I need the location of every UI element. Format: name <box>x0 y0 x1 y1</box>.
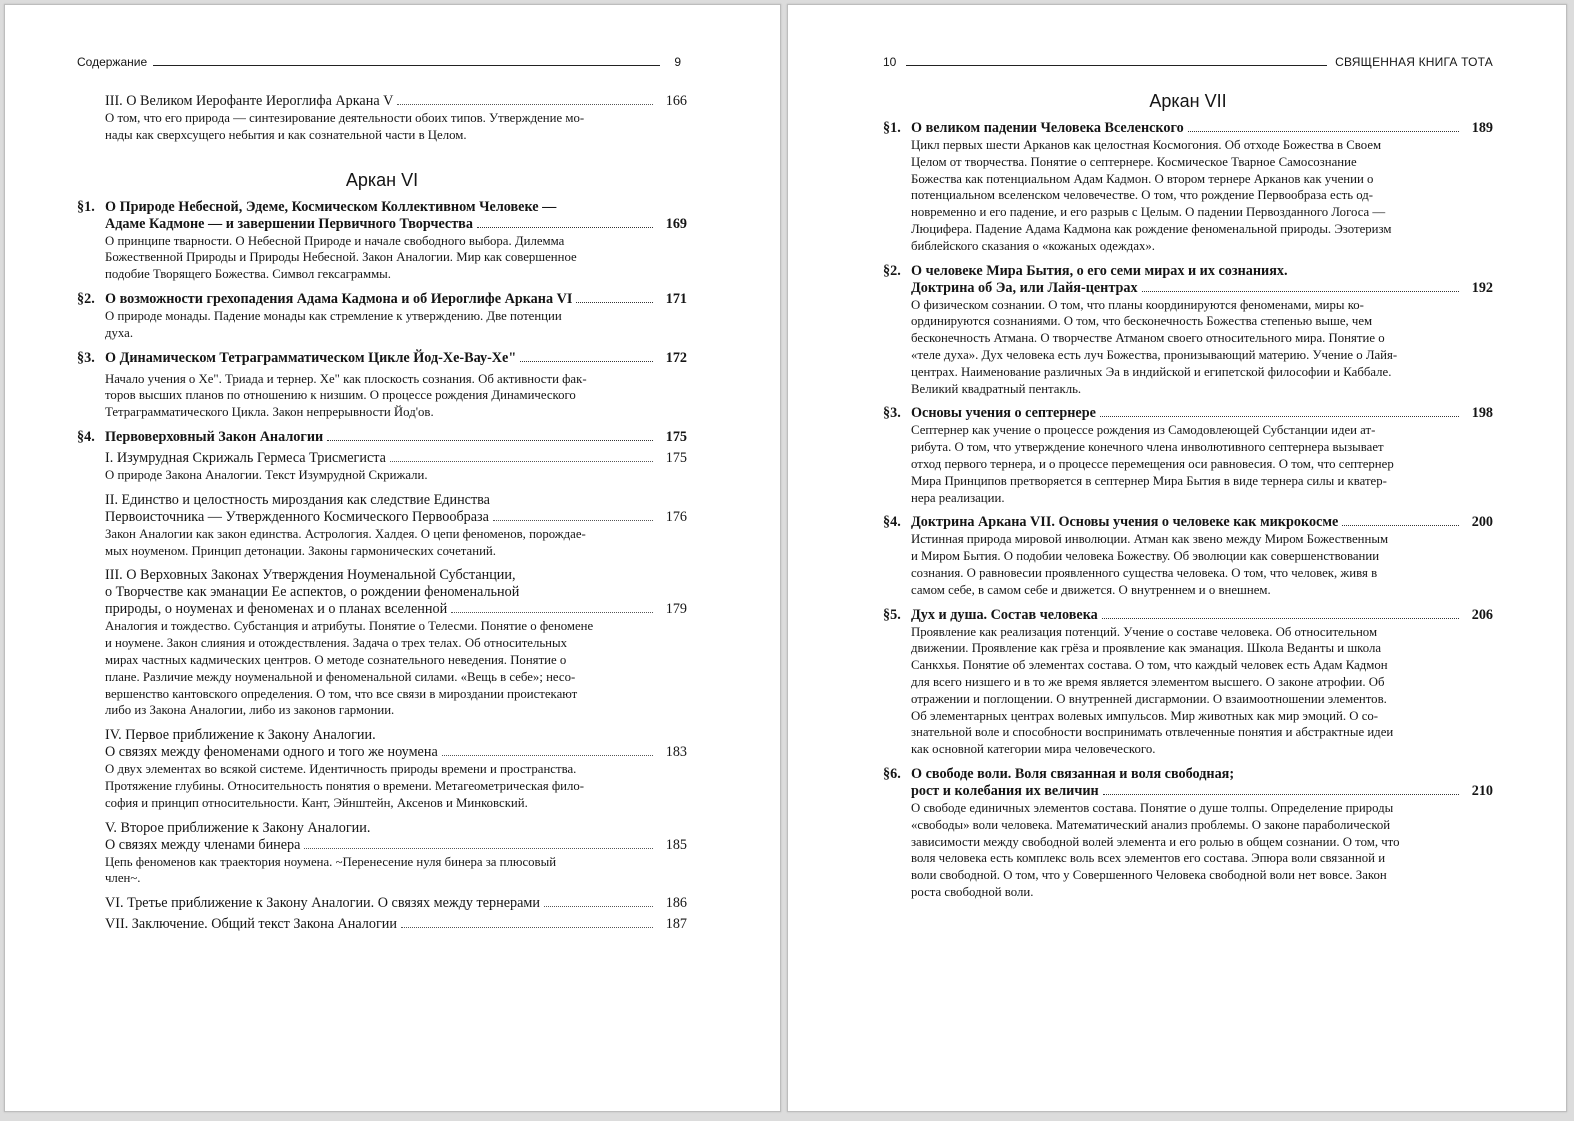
section-title-line: О человеке Мира Бытия, о его семи мирах и их сознаниях. <box>911 262 1288 279</box>
running-head-right <box>883 53 1493 69</box>
dot-leader <box>544 906 653 907</box>
section-number: §1. <box>77 198 95 215</box>
subsection-title-line: VII. Заключение. Общий текст Закона Аналогии <box>105 916 397 933</box>
toc-entry-description: О том, что его природа — синтезирование деятельности обоих типов. Утверждение мо- нады как сверхсущего небытия и как сознательной части в Целом. <box>105 111 585 142</box>
arcana-title: Аркан VI <box>345 169 419 190</box>
section-number: §5. <box>883 606 901 623</box>
section-title-line: Дух и душа. Состав человека <box>911 606 1098 623</box>
section-description: О физическом сознании. О том, что планы координируются феноменами, миры ко- ординируются сознаниями. О том, что бесконечность Божества степенью выше, чем бесконечность Атмана. О творчестве Атманом своего относительного мира. Понятие о «теле духа». Дух человека есть луч Божества, пронизывающий материю. Учение о Лайя- центрах. Наименование различных Эа в индийской и египетской философии и Каббале. Великий квадратный пентакль. <box>911 297 1398 396</box>
dot-leader <box>576 302 653 303</box>
toc-page-number: 186 <box>665 895 687 912</box>
toc-page-number: 175 <box>665 449 687 466</box>
dot-leader <box>442 755 653 756</box>
subsection-title-line: I. Изумрудная Скрижаль Гермеса Трисмегиста <box>105 449 386 466</box>
section-number: §4. <box>77 428 95 445</box>
section-number: §6. <box>883 765 901 782</box>
section-description: О природе монады. Падение монады как стремление к утверждению. Две потенции духа. <box>105 308 562 340</box>
section-number: §1. <box>883 120 901 136</box>
section-title-line: Доктрина Аркана VII. Основы учения о человеке как микрокосме <box>911 514 1339 531</box>
toc-subsection-4[interactable] <box>105 727 687 811</box>
dot-leader <box>1102 618 1459 619</box>
toc-page-number: 183 <box>665 744 687 761</box>
dot-leader <box>1188 131 1459 132</box>
section-description: Проявление как реализация потенций. Учение о составе человека. Об относительном движении. Проявление как грёза и проявление как эманация. Школа Веданты и школа Санкхья. Понятие об элементах состава. О том, что каждый человек есть Адам Кадмон для всего низшего и в то же время является элементом высшего. О законе атрофии. Об отражении и поглощении. О внутренней дисгармонии. О взаимоотношении элементов. Об элементарных центрах волевых импульсов. Мир животных как мир эмоций. О со- знательной воле и способности воспринимать отвлеченные понятия и абстрактные идеи как основной категории мира человеческого. <box>911 624 1394 757</box>
section-description: Цикл первых шести Арканов как целостная Космогония. Об отходе Божества в Своем Целом от творчества. Понятие о септернере. Космическое Тварное Самосознание Божества как потенциальном Адам Кадмон. О втором тернере Арканов как учении о потенциальном вселенском человечестве. О том, что рождение Первообраза есть од- новременно и его падение, и его разрыв с Целым. О падении Первозданного Логоса — Люцифера. Падение Адама Кадмона как рождение феноменальной природы. Эзотеризм библейского сказания о «кожаных одеждах». <box>911 138 1392 253</box>
arcana-title: Аркан VII <box>1149 91 1227 111</box>
subsection-title-line: Первоисточника — Утвержденного Космического Первообраза <box>105 508 489 525</box>
subsection-title-line: III. О Верховных Законах Утверждения Ноуменальной Субстанции, <box>105 567 516 584</box>
section-description: Начало учения о Хе". Триада и тернер. Хе" как плоскость сознания. Об активности фак- торов высших планов по отношению к низшим. О процессе рождения Динамического Тетраграмматического Цикла. Закон непрерывности Йод'ов. <box>105 371 587 420</box>
toc-page-number: 210 <box>1471 782 1493 799</box>
dot-leader <box>451 612 653 613</box>
section-title-line: О Природе Небесной, Эдеме, Космическом Коллективном Человеке — <box>105 198 557 215</box>
header-rule <box>906 65 1327 66</box>
section-description: Истинная природа мировой инволюции. Атман как звено между Миром Божественным и Миром Бытия. О подобии человека Божеству. Об эволюции как совершенствовании сознания. О равновесии проявленного существа человека. О том, что человек, живя в самом себе, в самом себе и движется. О внутреннем и о внешнем. <box>911 532 1389 597</box>
section-number: §2. <box>883 262 901 279</box>
section-title-line: Адаме Кадмоне — и завершении Первичного Творчества <box>105 215 473 232</box>
toc-entry-title: III. О Великом Иерофанте Иероглифа Аркана V <box>105 93 394 109</box>
subsection-description: Цепь феноменов как траектория ноумена. ~Перенесение нуля бинера за плюсовый член~. <box>105 854 557 886</box>
subsection-title-line: О связях между феноменами одного и того же ноумена <box>105 744 438 761</box>
subsection-description: О двух элементах во всякой системе. Идентичность природы времени и пространства. Протяжение глубины. Относительность понятия о времени. Метагеометрическая фило- софия и принцип относительности. Кант, Эйнштейн, Аксенов и Минковский. <box>105 762 585 810</box>
dot-leader <box>327 440 653 441</box>
toc-subsection-2[interactable] <box>105 492 687 560</box>
dot-leader <box>390 461 653 462</box>
page-number: 9 <box>674 55 681 69</box>
toc-section-5[interactable] <box>883 607 1493 758</box>
subsection-title-line: IV. Первое приближение к Закону Аналогии. <box>105 727 376 744</box>
left-page-content <box>77 53 687 941</box>
page-number: 10 <box>883 55 897 69</box>
section-title-line: О свободе воли. Воля связанная и воля свободная; <box>911 765 1235 782</box>
section-number: §4. <box>883 514 901 531</box>
dot-leader <box>1100 416 1459 417</box>
toc-page-number: 175 <box>665 428 687 445</box>
section-title-line: Первоверховный Закон Аналогии <box>105 428 324 445</box>
subsection-title-line: природы, о ноуменах и феноменах и о планах вселенной <box>105 601 448 618</box>
subsection-title-line: VI. Третье приближение к Закону Аналогии. О связях между тернерами <box>105 895 541 912</box>
subsection-title-line: о Творчестве как эманации Ее аспектов, о рождении феноменальной <box>105 584 520 601</box>
dot-leader <box>397 104 653 105</box>
subsection-description: Закон Аналогии как закон единства. Астрология. Халдея. О цепи феноменов, порождае- мых ноуменом. Принцип детонации. Законы гармонических сочетаний. <box>105 526 586 558</box>
toc-page-number: 187 <box>665 916 687 933</box>
running-head-title: СВЯЩЕННАЯ КНИГА ТОТА <box>1335 55 1493 69</box>
toc-page-number: 206 <box>1471 606 1493 623</box>
toc-page-number: 192 <box>1471 279 1493 296</box>
subsection-title-line: V. Второе приближение к Закону Аналогии. <box>105 819 371 836</box>
toc-page-number: 189 <box>1471 120 1493 136</box>
toc-section-2[interactable] <box>77 291 687 342</box>
toc-page-number: 198 <box>1471 405 1493 422</box>
toc-subsection-5[interactable] <box>105 820 687 888</box>
right-page <box>787 4 1567 1112</box>
dot-leader <box>401 927 653 928</box>
toc-section-4[interactable] <box>77 429 687 446</box>
toc-page-number: 166 <box>665 93 687 109</box>
toc-section-6[interactable] <box>883 766 1493 901</box>
section-number: §3. <box>883 405 901 422</box>
section-description: О свободе единичных элементов состава. Понятие о душе толпы. Определение природы «свободы» воли человека. Математический анализ проблемы. О законе параболической зависимости между свободной волей элемента и его ролью в общем сознании. О том, что воля человека есть комплекс воль всех элементов его состава. Эпюра воли связанной и воли свободной. О том, что у Совершенного Человека свободной воли нет вовсе. Закон роста свободной воли. <box>911 800 1400 899</box>
subsection-description: Аналогия и тождество. Субстанция и атрибуты. Понятие о Телесми. Понятие о феномене и ноумене. Закон слияния и отождествления. Задача о трех телах. Об относительных мирах частных кадмических центров. О методе сознательного неведения. Понятие о плане. Различие между ноуменальной и феноменальной силами. «Вещь в себе»; несо- вершенство кантовского определения. О том, что все связи в мироздании проистекают либо из Закона Аналогии, либо из законов гармонии. <box>105 619 594 718</box>
dot-leader <box>520 361 653 362</box>
toc-section-2[interactable] <box>883 263 1493 398</box>
dot-leader <box>1142 291 1459 292</box>
dot-leader <box>304 848 653 849</box>
section-title-line: рост и колебания их величин <box>911 782 1099 799</box>
section-title-line: О великом падении Человека Вселенского <box>911 120 1184 136</box>
subsection-description: О природе Закона Аналогии. Текст Изумрудной Скрижали. <box>105 467 428 482</box>
dot-leader <box>1103 794 1459 795</box>
dot-leader <box>493 520 653 521</box>
toc-subsection-3[interactable] <box>105 567 687 719</box>
toc-section-3[interactable] <box>883 405 1493 506</box>
section-description: Септернер как учение о процессе рождения из Самодовлеющей Субстанции идеи ат- рибута. О том, что утверждение конечного члена инволютивного септернера вызывает отход первого тернера, и о процессе перемещения оси равновесия. О том, что септернер Мира Принципов претворяется в септернер Мира Бытия в виде тернера силы и кватер- нера реализации. <box>911 423 1394 505</box>
toc-section-1[interactable] <box>883 120 1493 255</box>
toc-page-number: 179 <box>665 601 687 618</box>
section-description: О принципе тварности. О Небесной Природе и начале свободного выбора. Дилемма Божественной Природы и Природы Небесной. Закон Аналогии. Мир как совершенное подобие Творящего Божества. Символ гексаграммы. <box>105 233 577 282</box>
toc-page-number: 171 <box>665 290 687 307</box>
toc-subsection-7[interactable] <box>105 916 687 933</box>
toc-section-4[interactable] <box>883 514 1493 598</box>
toc-page-number: 172 <box>665 349 687 366</box>
dot-leader <box>477 227 653 228</box>
left-page <box>4 4 781 1112</box>
section-number: §2. <box>77 290 95 307</box>
toc-page-number: 169 <box>665 215 687 232</box>
dot-leader <box>1342 525 1459 526</box>
toc-page-number: 185 <box>665 836 687 853</box>
section-title-line: Доктрина об Эа, или Лайя-центрах <box>911 279 1138 296</box>
toc-subsection-6[interactable] <box>105 895 687 912</box>
toc-entry[interactable] <box>105 93 687 144</box>
toc-section-3[interactable] <box>77 350 687 421</box>
subsection-title-line: II. Единство и целостность мироздания как следствие Единства <box>105 491 490 508</box>
toc-section-1[interactable] <box>77 199 687 283</box>
subsection-title-line: О связях между членами бинера <box>105 836 301 853</box>
toc-page-number: 176 <box>665 508 687 525</box>
right-page-content <box>883 53 1493 909</box>
toc-subsection-1[interactable] <box>105 450 687 484</box>
header-rule <box>153 65 660 66</box>
running-head-left <box>77 53 687 69</box>
toc-page-number: 200 <box>1471 514 1493 531</box>
section-title-line: О возможности грехопадения Адама Кадмона и об Иероглифе Аркана VI <box>105 290 573 307</box>
section-number: §3. <box>77 349 95 366</box>
running-head-title: Содержание <box>77 55 148 69</box>
section-title-line: О Динамическом Тетраграмматическом Цикле Йод-Хе-Вау-Хе" <box>105 349 517 366</box>
section-title-line: Основы учения о септернере <box>911 405 1096 422</box>
